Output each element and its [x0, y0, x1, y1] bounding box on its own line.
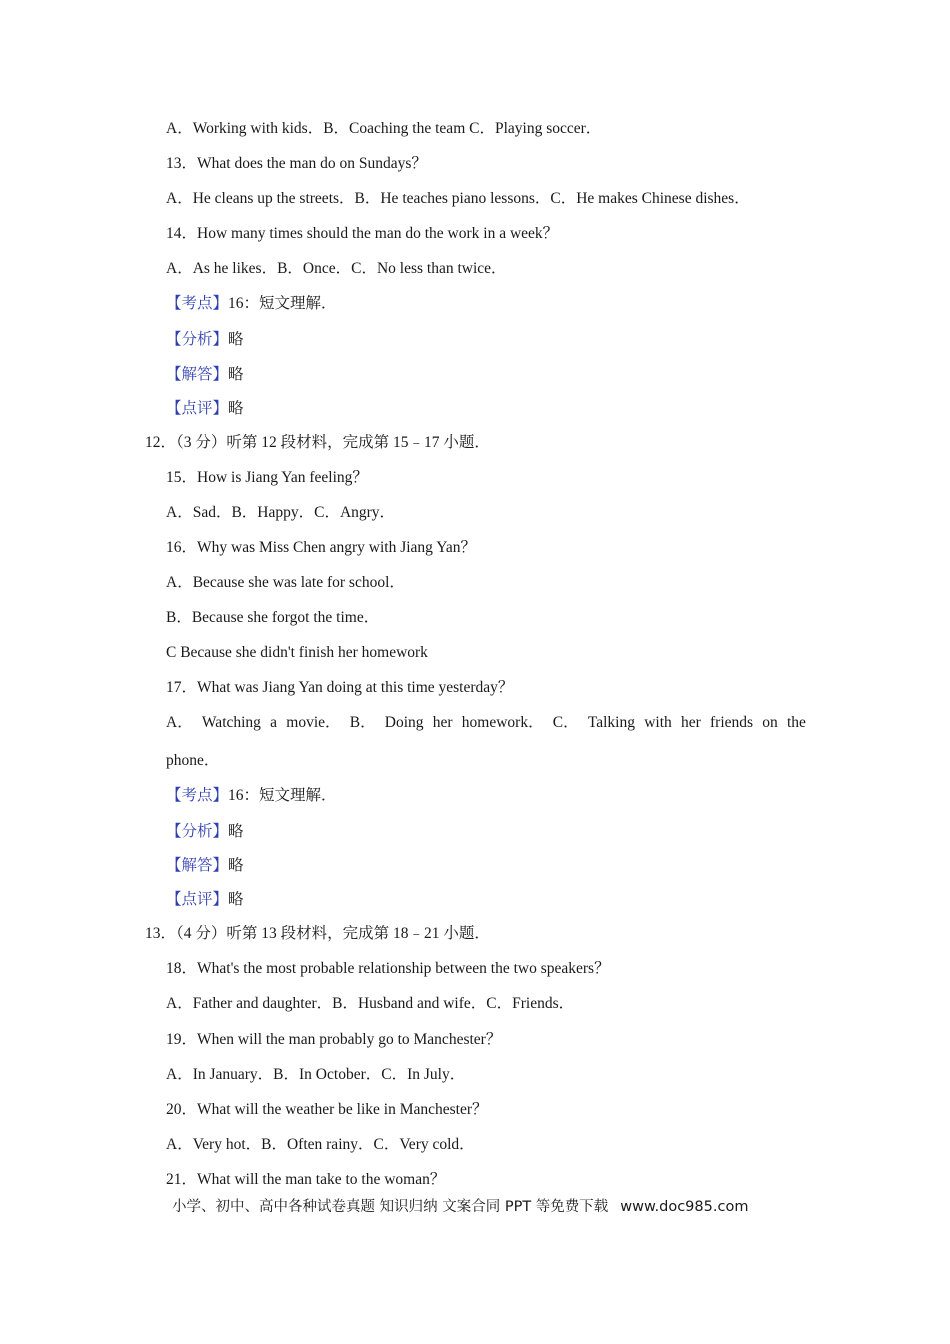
jieda-row	[166, 365, 244, 385]
fenxi-tag: 【分析】	[166, 823, 229, 840]
kaodian-row	[166, 294, 337, 314]
q17-word: her	[432, 714, 453, 731]
q16-option-a: A．Because she was late for school．	[166, 574, 405, 591]
q17-word: her	[681, 714, 701, 731]
dianping-tag: 【点评】	[166, 400, 229, 417]
dianping-text: 略	[228, 400, 244, 417]
q16-option-b: B．Because she forgot the time．	[166, 609, 380, 626]
q17-word: C．	[552, 714, 579, 731]
q19-question: 19．When will the man probably go to Manchester？	[166, 1031, 502, 1048]
section-12-header: 12．（3 分）听第 12 段材料，完成第 15﹣17 小题．	[145, 434, 490, 451]
q14-options: A．As he likes．B．Once．C．No less than twice．	[166, 260, 507, 277]
page-footer	[172, 1197, 748, 1217]
jieda-row	[166, 856, 244, 876]
q17-word: Talking	[587, 714, 635, 731]
fenxi-tag: 【分析】	[166, 331, 229, 348]
q20-options: A．Very hot．B．Often rainy．C．Very cold．	[166, 1136, 475, 1153]
q13-options: A．He cleans up the streets．B．He teaches piano lessons．C．He makes Chinese dishes．	[166, 190, 750, 207]
dianping-tag: 【点评】	[166, 891, 229, 908]
q17-word: a	[270, 714, 278, 731]
q13-question: 13．What does the man do on Sundays？	[166, 155, 427, 172]
kaodian-row	[166, 786, 337, 806]
section-13-header: 13．（4 分）听第 13 段材料，完成第 18﹣21 小题．	[145, 925, 490, 942]
kaodian-tag: 【考点】	[166, 295, 229, 312]
q16-option-c: C Because she didn't finish her homework	[166, 644, 428, 661]
q17-word: homework．	[461, 714, 544, 731]
q14-question: 14．How many times should the man do the work in a week？	[166, 225, 559, 242]
q17-word: B．	[349, 714, 376, 731]
q17-word: friends	[710, 714, 754, 731]
q17-word: the	[787, 714, 806, 731]
q17-word: with	[644, 714, 672, 731]
fenxi-text: 略	[228, 331, 244, 348]
jieda-tag: 【解答】	[166, 857, 229, 874]
q20-question: 20．What will the weather be like in Manchester？	[166, 1101, 488, 1118]
kaodian-tag: 【考点】	[166, 787, 229, 804]
q17-word: Doing	[384, 714, 424, 731]
kaodian-text: 16：短文理解．	[228, 787, 337, 804]
q18-question: 18．What's the most probable relationship between the two speakers？	[166, 960, 610, 977]
q15-question: 15．How is Jiang Yan feeling？	[166, 469, 368, 486]
q17-question: 17．What was Jiang Yan doing at this time yesterday？	[166, 679, 514, 696]
fenxi-row	[166, 822, 244, 842]
q18-options: A．Father and daughter．B．Husband and wife．C．Friends．	[166, 995, 575, 1012]
dianping-row	[166, 890, 244, 910]
jieda-tag: 【解答】	[166, 366, 229, 383]
fenxi-text: 略	[228, 823, 244, 840]
jieda-text: 略	[228, 857, 244, 874]
q17-options	[166, 713, 806, 733]
q15-options: A．Sad．B．Happy．C．Angry．	[166, 504, 396, 521]
q17-word: movie．	[286, 714, 341, 731]
q16-question: 16．Why was Miss Chen angry with Jiang Yan？	[166, 539, 476, 556]
q12-options: A．Working with kids．B．Coaching the team C．Playing soccer．	[166, 120, 602, 137]
q21-question: 21．What will the man take to the woman？	[166, 1171, 446, 1188]
kaodian-text: 16：短文理解．	[228, 295, 337, 312]
dianping-text: 略	[228, 891, 244, 908]
footer-text: 小学、初中、高中各种试卷真题 知识归纳 文案合同 PPT 等免费下载	[172, 1199, 609, 1215]
footer-url[interactable]: www.doc985.com	[620, 1199, 749, 1215]
jieda-text: 略	[228, 366, 244, 383]
dianping-row	[166, 399, 244, 419]
q17-word: on	[762, 714, 778, 731]
q17-options-continued: phone．	[166, 752, 220, 769]
q17-word: Watching	[201, 714, 261, 731]
q19-options: A．In January．B．In October．C．In July．	[166, 1066, 466, 1083]
q17-word: A．	[166, 714, 193, 731]
fenxi-row	[166, 330, 244, 350]
